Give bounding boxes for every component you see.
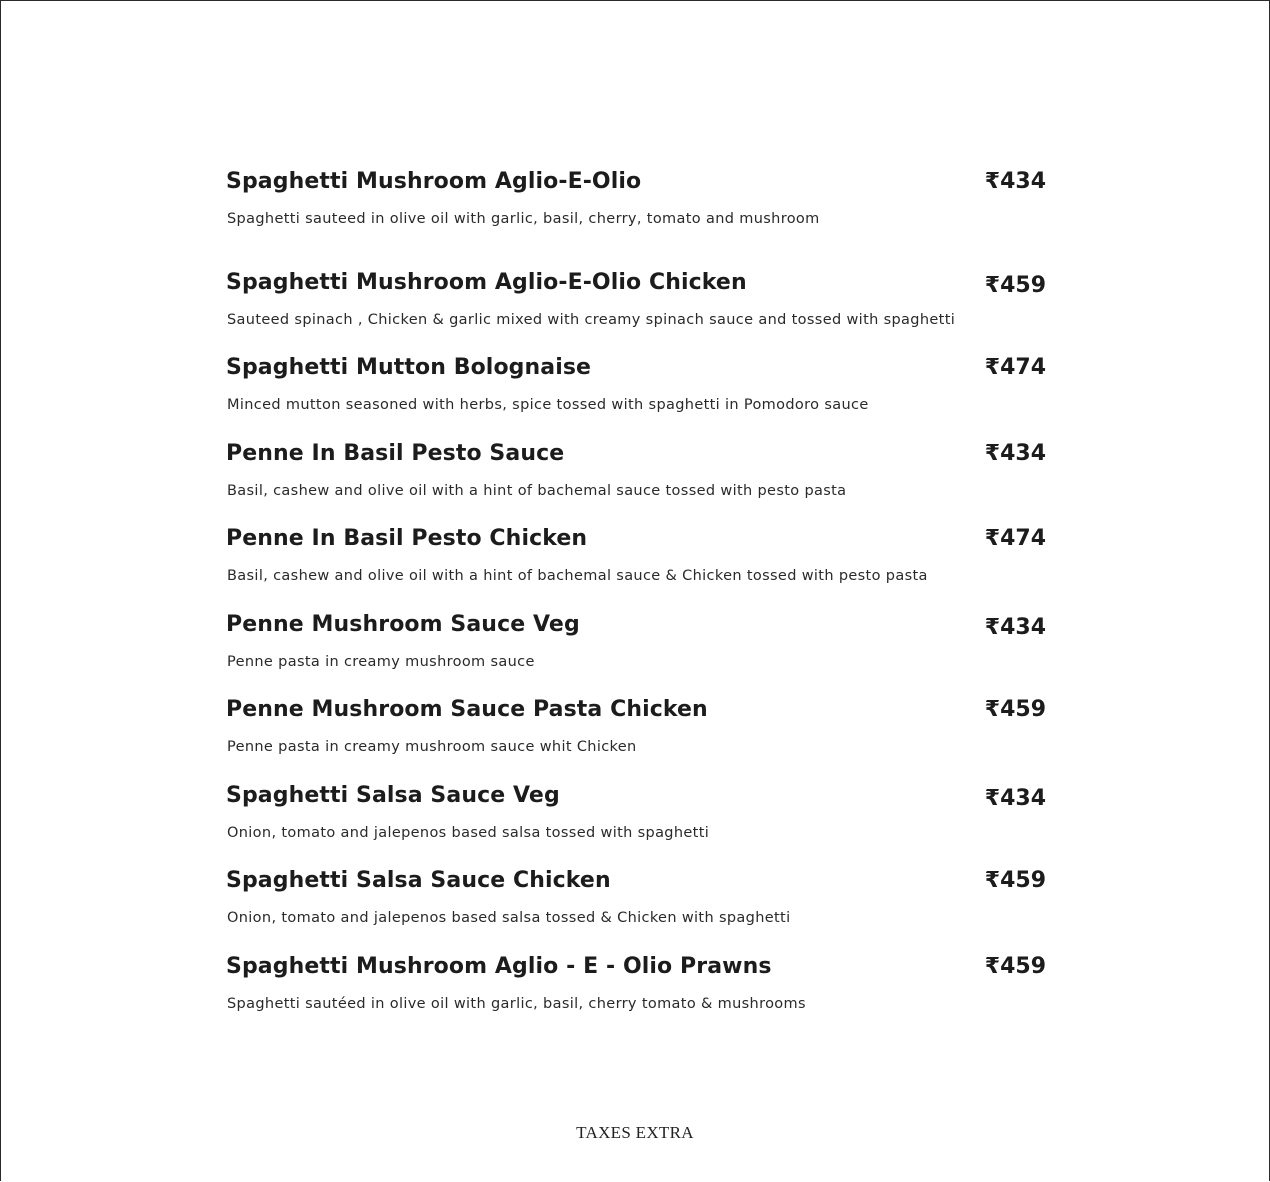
menu-item-description: Penne pasta in creamy mushroom sauce — [227, 654, 535, 670]
menu-item-price: ₹459 — [984, 697, 1046, 722]
menu-item-description: Basil, cashew and olive oil with a hint of bachemal sauce & Chicken tossed with pesto pasta — [227, 568, 928, 584]
menu-item-description: Onion, tomato and jalepenos based salsa tossed & Chicken with spaghetti — [227, 910, 791, 926]
menu-item-description: Basil, cashew and olive oil with a hint of bachemal sauce tossed with pesto pasta — [227, 483, 847, 499]
taxes-note: TAXES EXTRA — [576, 1123, 694, 1142]
menu-item-description: Minced mutton seasoned with herbs, spice tossed with spaghetti in Pomodoro sauce — [227, 397, 869, 413]
menu-item-name: Spaghetti Salsa Sauce Veg — [226, 783, 560, 808]
menu-item-name: Spaghetti Mutton Bolognaise — [226, 355, 592, 380]
menu-item-name: Penne In Basil Pesto Sauce — [226, 441, 565, 466]
menu-item-description: Sauteed spinach , Chicken & garlic mixed with creamy spinach sauce and tossed with spaghetti — [227, 312, 956, 328]
menu-item-description: Spaghetti sautéed in olive oil with garlic, basil, cherry tomato & mushrooms — [227, 996, 806, 1012]
menu-item-price: ₹459 — [984, 954, 1046, 979]
menu-item-name: Spaghetti Mushroom Aglio - E - Olio Prawns — [226, 954, 772, 979]
menu-item-name: Spaghetti Mushroom Aglio-E-Olio Chicken — [226, 270, 747, 295]
menu-item-price: ₹434 — [984, 615, 1046, 640]
menu-item-description: Penne pasta in creamy mushroom sauce whit Chicken — [227, 739, 637, 755]
menu-item-price: ₹434 — [984, 441, 1046, 466]
menu-item-description: Spaghetti sauteed in olive oil with garlic, basil, cherry, tomato and mushroom — [227, 211, 820, 227]
menu-item-name: Spaghetti Mushroom Aglio-E-Olio — [226, 169, 642, 194]
menu-item-name: Penne In Basil Pesto Chicken — [226, 526, 588, 551]
menu-item-price: ₹434 — [984, 169, 1046, 194]
menu-item-description: Onion, tomato and jalepenos based salsa tossed with spaghetti — [227, 825, 710, 841]
menu-item-name: Spaghetti Salsa Sauce Chicken — [226, 868, 611, 893]
menu-item-name: Penne Mushroom Sauce Veg — [226, 612, 580, 637]
menu-item-price: ₹459 — [984, 868, 1046, 893]
menu-item-price: ₹434 — [984, 786, 1046, 811]
menu-item-price: ₹474 — [984, 355, 1046, 380]
menu-item-price: ₹474 — [984, 526, 1046, 551]
menu-item-price: ₹459 — [984, 273, 1046, 298]
menu-item-name: Penne Mushroom Sauce Pasta Chicken — [226, 697, 708, 722]
